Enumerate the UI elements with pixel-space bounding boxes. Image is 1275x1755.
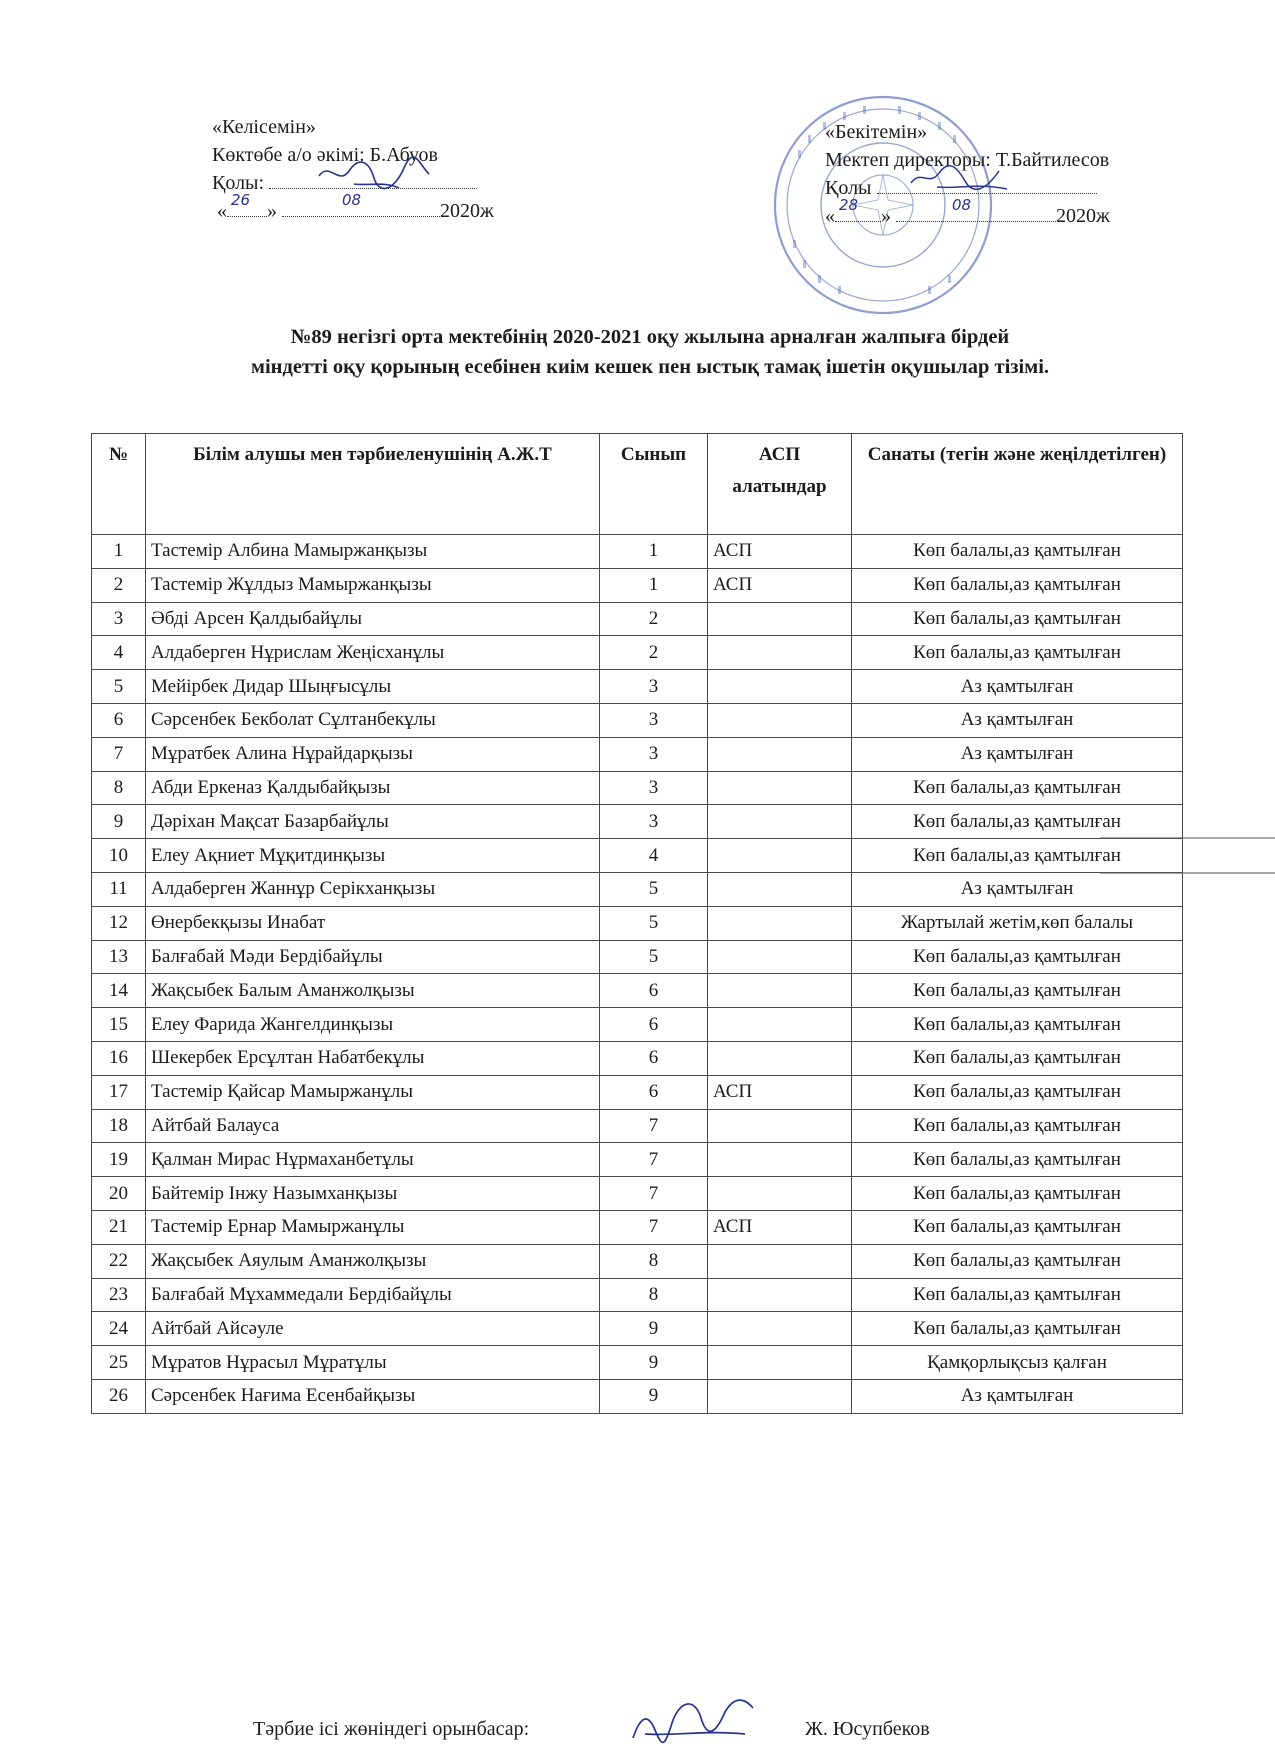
- table-row: [92, 1379, 1183, 1413]
- cell-number: 19: [92, 1143, 146, 1177]
- document-title-line1: №89 негізгі орта мектебінің 2020-2021 оқу жылына арналған жалпыға бірдей: [290, 326, 1010, 348]
- cell-category: Көп балалы,аз қамтылған: [852, 1143, 1183, 1177]
- cell-student-name: Алдаберген Нұрислам Жеңісханұлы: [146, 636, 600, 670]
- approval-left-sign-label: Қолы:: [212, 172, 265, 194]
- cell-category: Жартылай жетім,көп балалы: [852, 906, 1183, 940]
- cell-student-name: Тастемір Албина Мамыржанқызы: [146, 535, 600, 569]
- cell-student-name: Абди Еркеназ Қалдыбайқызы: [146, 771, 600, 805]
- approval-left-month: 08: [342, 191, 362, 209]
- document-title-line2: міндетті оқу қорының есебінен киім кешек пен ыстық тамақ ішетін оқушылар тізімі.: [250, 356, 1050, 378]
- table-row: [92, 602, 1183, 636]
- cell-student-name: Айтбай Айсәуле: [146, 1312, 600, 1346]
- table-row: [92, 535, 1183, 569]
- cell-grade: 3: [600, 703, 708, 737]
- cell-asp: [708, 839, 852, 873]
- cell-number: 13: [92, 940, 146, 974]
- table-header-row: [92, 434, 1183, 535]
- cell-asp: [708, 805, 852, 839]
- cell-student-name: Мұратов Нұрасыл Мұратұлы: [146, 1346, 600, 1380]
- cell-grade: 6: [600, 1008, 708, 1042]
- cell-category: Аз қамтылған: [852, 1379, 1183, 1413]
- table-row: [92, 1210, 1183, 1244]
- cell-asp: [708, 1346, 852, 1380]
- column-header-num: №: [92, 434, 146, 535]
- cell-student-name: Әбді Арсен Қалдыбайұлы: [146, 602, 600, 636]
- cell-number: 9: [92, 805, 146, 839]
- approval-right-position: Мектеп директоры: Т.Байтилесов: [825, 149, 1110, 171]
- cell-asp: АСП: [708, 1075, 852, 1109]
- table-row: [92, 1075, 1183, 1109]
- cell-grade: 1: [600, 535, 708, 569]
- approval-right-signature-line: [877, 175, 1097, 194]
- cell-number: 18: [92, 1109, 146, 1143]
- cell-grade: 6: [600, 1041, 708, 1075]
- cell-grade: 3: [600, 805, 708, 839]
- table-row: [92, 1008, 1183, 1042]
- cell-category: Көп балалы,аз қамтылған: [852, 805, 1183, 839]
- cell-student-name: Айтбай Балауса: [146, 1109, 600, 1143]
- students-table: [91, 433, 1183, 1414]
- cell-number: 17: [92, 1075, 146, 1109]
- cell-grade: 9: [600, 1379, 708, 1413]
- cell-grade: 7: [600, 1210, 708, 1244]
- cell-number: 3: [92, 602, 146, 636]
- table-row: [92, 872, 1183, 906]
- cell-asp: [708, 737, 852, 771]
- cell-grade: 5: [600, 906, 708, 940]
- cell-category: Көп балалы,аз қамтылған: [852, 1312, 1183, 1346]
- table-row: [92, 1109, 1183, 1143]
- cell-student-name: Елеу Фарида Жангелдинқызы: [146, 1008, 600, 1042]
- cell-asp: [708, 872, 852, 906]
- cell-student-name: Мұратбек Алина Нұрайдарқызы: [146, 737, 600, 771]
- cell-asp: [708, 1143, 852, 1177]
- column-header-asp: АСП алатындар: [708, 434, 852, 535]
- cell-asp: [708, 703, 852, 737]
- cell-asp: [708, 906, 852, 940]
- table-row: [92, 1041, 1183, 1075]
- cell-number: 23: [92, 1278, 146, 1312]
- column-header-name: Білім алушы мен тәрбиеленушінің А.Ж.Т: [146, 434, 600, 535]
- cell-asp: [708, 1278, 852, 1312]
- cell-grade: 3: [600, 670, 708, 704]
- cell-asp: [708, 670, 852, 704]
- approval-left-signature: [314, 156, 434, 196]
- approval-right-sign-label: Қолы: [825, 177, 872, 199]
- cell-grade: 6: [600, 974, 708, 1008]
- table-row: [92, 1143, 1183, 1177]
- cell-category: Аз қамтылған: [852, 670, 1183, 704]
- cell-number: 21: [92, 1210, 146, 1244]
- cell-asp: АСП: [708, 1210, 852, 1244]
- cell-grade: 9: [600, 1312, 708, 1346]
- approval-right-year: 2020ж: [1056, 205, 1110, 227]
- column-header-category: Санаты (тегін және жеңілдетілген): [852, 434, 1183, 535]
- table-row: [92, 1346, 1183, 1380]
- cell-asp: [708, 771, 852, 805]
- cell-category: Көп балалы,аз қамтылған: [852, 1177, 1183, 1211]
- cell-grade: 3: [600, 737, 708, 771]
- cell-number: 8: [92, 771, 146, 805]
- cell-asp: [708, 940, 852, 974]
- table-row: [92, 940, 1183, 974]
- table-row: [92, 1244, 1183, 1278]
- cell-category: Көп балалы,аз қамтылған: [852, 839, 1183, 873]
- cell-grade: 5: [600, 940, 708, 974]
- cell-number: 2: [92, 568, 146, 602]
- table-row: [92, 974, 1183, 1008]
- cell-category: Көп балалы,аз қамтылған: [852, 771, 1183, 805]
- cell-student-name: Сәрсенбек Бекболат Сұлтанбекұлы: [146, 703, 600, 737]
- approval-right-heading: «Бекітемін»: [825, 121, 928, 143]
- table-row: [92, 636, 1183, 670]
- cell-category: Көп балалы,аз қамтылған: [852, 602, 1183, 636]
- cell-asp: [708, 974, 852, 1008]
- cell-number: 14: [92, 974, 146, 1008]
- cell-grade: 4: [600, 839, 708, 873]
- approval-right-month: 08: [952, 196, 972, 214]
- cell-asp: [708, 1244, 852, 1278]
- cell-asp: [708, 1312, 852, 1346]
- cell-category: Қамқорлықсыз қалған: [852, 1346, 1183, 1380]
- cell-number: 1: [92, 535, 146, 569]
- cell-grade: 8: [600, 1278, 708, 1312]
- cell-category: Көп балалы,аз қамтылған: [852, 1210, 1183, 1244]
- cell-student-name: Тастемір Жұлдыз Мамыржанқызы: [146, 568, 600, 602]
- table-row: [92, 703, 1183, 737]
- cell-student-name: Мейірбек Дидар Шыңғысұлы: [146, 670, 600, 704]
- cell-category: Көп балалы,аз қамтылған: [852, 1041, 1183, 1075]
- approval-left: [212, 113, 572, 225]
- scan-artifact-lines: [1100, 836, 1275, 876]
- cell-number: 4: [92, 636, 146, 670]
- cell-category: Аз қамтылған: [852, 872, 1183, 906]
- table-row: [92, 771, 1183, 805]
- table-row: [92, 568, 1183, 602]
- approval-left-signature-line: [269, 170, 477, 189]
- cell-student-name: Елеу Ақниет Мұқитдинқызы: [146, 839, 600, 873]
- table-row: [92, 1278, 1183, 1312]
- cell-student-name: Балғабай Мәди Бердібайұлы: [146, 940, 600, 974]
- cell-number: 25: [92, 1346, 146, 1380]
- cell-asp: АСП: [708, 535, 852, 569]
- cell-asp: [708, 1008, 852, 1042]
- cell-student-name: Балғабай Мұхаммедали Бердібайұлы: [146, 1278, 600, 1312]
- cell-grade: 9: [600, 1346, 708, 1380]
- cell-number: 12: [92, 906, 146, 940]
- footer-deputy-name: Ж. Юсупбеков: [805, 1718, 930, 1740]
- table-body: [92, 535, 1183, 1414]
- approval-left-heading: «Келісемін»: [212, 116, 316, 138]
- cell-student-name: Сәрсенбек Нағима Есенбайқызы: [146, 1379, 600, 1413]
- cell-number: 5: [92, 670, 146, 704]
- cell-asp: [708, 1041, 852, 1075]
- cell-grade: 7: [600, 1177, 708, 1211]
- column-header-grade: Сынып: [600, 434, 708, 535]
- table-row: [92, 1177, 1183, 1211]
- cell-asp: [708, 1177, 852, 1211]
- cell-category: Көп балалы,аз қамтылған: [852, 1278, 1183, 1312]
- cell-number: 10: [92, 839, 146, 873]
- cell-student-name: Дәріхан Мақсат Базарбайұлы: [146, 805, 600, 839]
- cell-number: 26: [92, 1379, 146, 1413]
- cell-number: 16: [92, 1041, 146, 1075]
- cell-grade: 2: [600, 602, 708, 636]
- approval-right: [825, 118, 1205, 230]
- approval-left-date-row: « 26 » 08 2020ж: [212, 197, 572, 225]
- approval-right-day: 28: [839, 196, 859, 214]
- cell-category: Аз қамтылған: [852, 737, 1183, 771]
- cell-student-name: Қалман Мирас Нұрмаханбетұлы: [146, 1143, 600, 1177]
- cell-category: Көп балалы,аз қамтылған: [852, 1244, 1183, 1278]
- cell-category: Көп балалы,аз қамтылған: [852, 974, 1183, 1008]
- cell-category: Аз қамтылған: [852, 703, 1183, 737]
- cell-number: 11: [92, 872, 146, 906]
- cell-student-name: Тастемір Ернар Мамыржанұлы: [146, 1210, 600, 1244]
- cell-grade: 3: [600, 771, 708, 805]
- cell-category: Көп балалы,аз қамтылған: [852, 1075, 1183, 1109]
- cell-category: Көп балалы,аз қамтылған: [852, 940, 1183, 974]
- cell-number: 22: [92, 1244, 146, 1278]
- cell-number: 20: [92, 1177, 146, 1211]
- table-row: [92, 1312, 1183, 1346]
- approval-right-sign-row: [825, 174, 1205, 202]
- table-row: [92, 670, 1183, 704]
- cell-student-name: Шекербек Ерсұлтан Набатбекұлы: [146, 1041, 600, 1075]
- cell-asp: [708, 602, 852, 636]
- approval-left-sign-row: [212, 169, 572, 197]
- cell-category: Көп балалы,аз қамтылған: [852, 636, 1183, 670]
- cell-category: Көп балалы,аз қамтылған: [852, 1109, 1183, 1143]
- cell-grade: 5: [600, 872, 708, 906]
- cell-number: 7: [92, 737, 146, 771]
- table-row: [92, 805, 1183, 839]
- approval-left-year: 2020ж: [440, 200, 494, 222]
- approval-left-position: Көктөбе а/о әкімі: Б.Абуов: [212, 144, 438, 166]
- cell-category: Көп балалы,аз қамтылған: [852, 1008, 1183, 1042]
- cell-student-name: Алдаберген Жаннұр Серікханқызы: [146, 872, 600, 906]
- cell-number: 24: [92, 1312, 146, 1346]
- cell-grade: 8: [600, 1244, 708, 1278]
- approval-left-day: 26: [231, 191, 251, 209]
- deputy-signature: [625, 1690, 760, 1750]
- cell-student-name: Тастемір Қайсар Мамыржанұлы: [146, 1075, 600, 1109]
- cell-asp: АСП: [708, 568, 852, 602]
- table-row: [92, 906, 1183, 940]
- table-row: [92, 839, 1183, 873]
- cell-category: Көп балалы,аз қамтылған: [852, 535, 1183, 569]
- approval-right-date-row: « 28 » 08 2020ж: [825, 202, 1205, 230]
- cell-asp: [708, 636, 852, 670]
- cell-number: 15: [92, 1008, 146, 1042]
- table-row: [92, 737, 1183, 771]
- cell-number: 6: [92, 703, 146, 737]
- cell-student-name: Жақсыбек Балым Аманжолқызы: [146, 974, 600, 1008]
- cell-student-name: Байтемір Інжу Назымханқызы: [146, 1177, 600, 1211]
- cell-grade: 2: [600, 636, 708, 670]
- cell-asp: [708, 1109, 852, 1143]
- cell-grade: 1: [600, 568, 708, 602]
- footer-deputy-label: Тәрбие ісі жөніндегі орынбасар:: [253, 1718, 530, 1740]
- cell-grade: 7: [600, 1109, 708, 1143]
- cell-grade: 7: [600, 1143, 708, 1177]
- cell-student-name: Жақсыбек Аяулым Аманжолқызы: [146, 1244, 600, 1278]
- document-title: [150, 322, 1150, 382]
- cell-asp: [708, 1379, 852, 1413]
- cell-category: Көп балалы,аз қамтылған: [852, 568, 1183, 602]
- cell-student-name: Өнербекқызы Инабат: [146, 906, 600, 940]
- cell-grade: 6: [600, 1075, 708, 1109]
